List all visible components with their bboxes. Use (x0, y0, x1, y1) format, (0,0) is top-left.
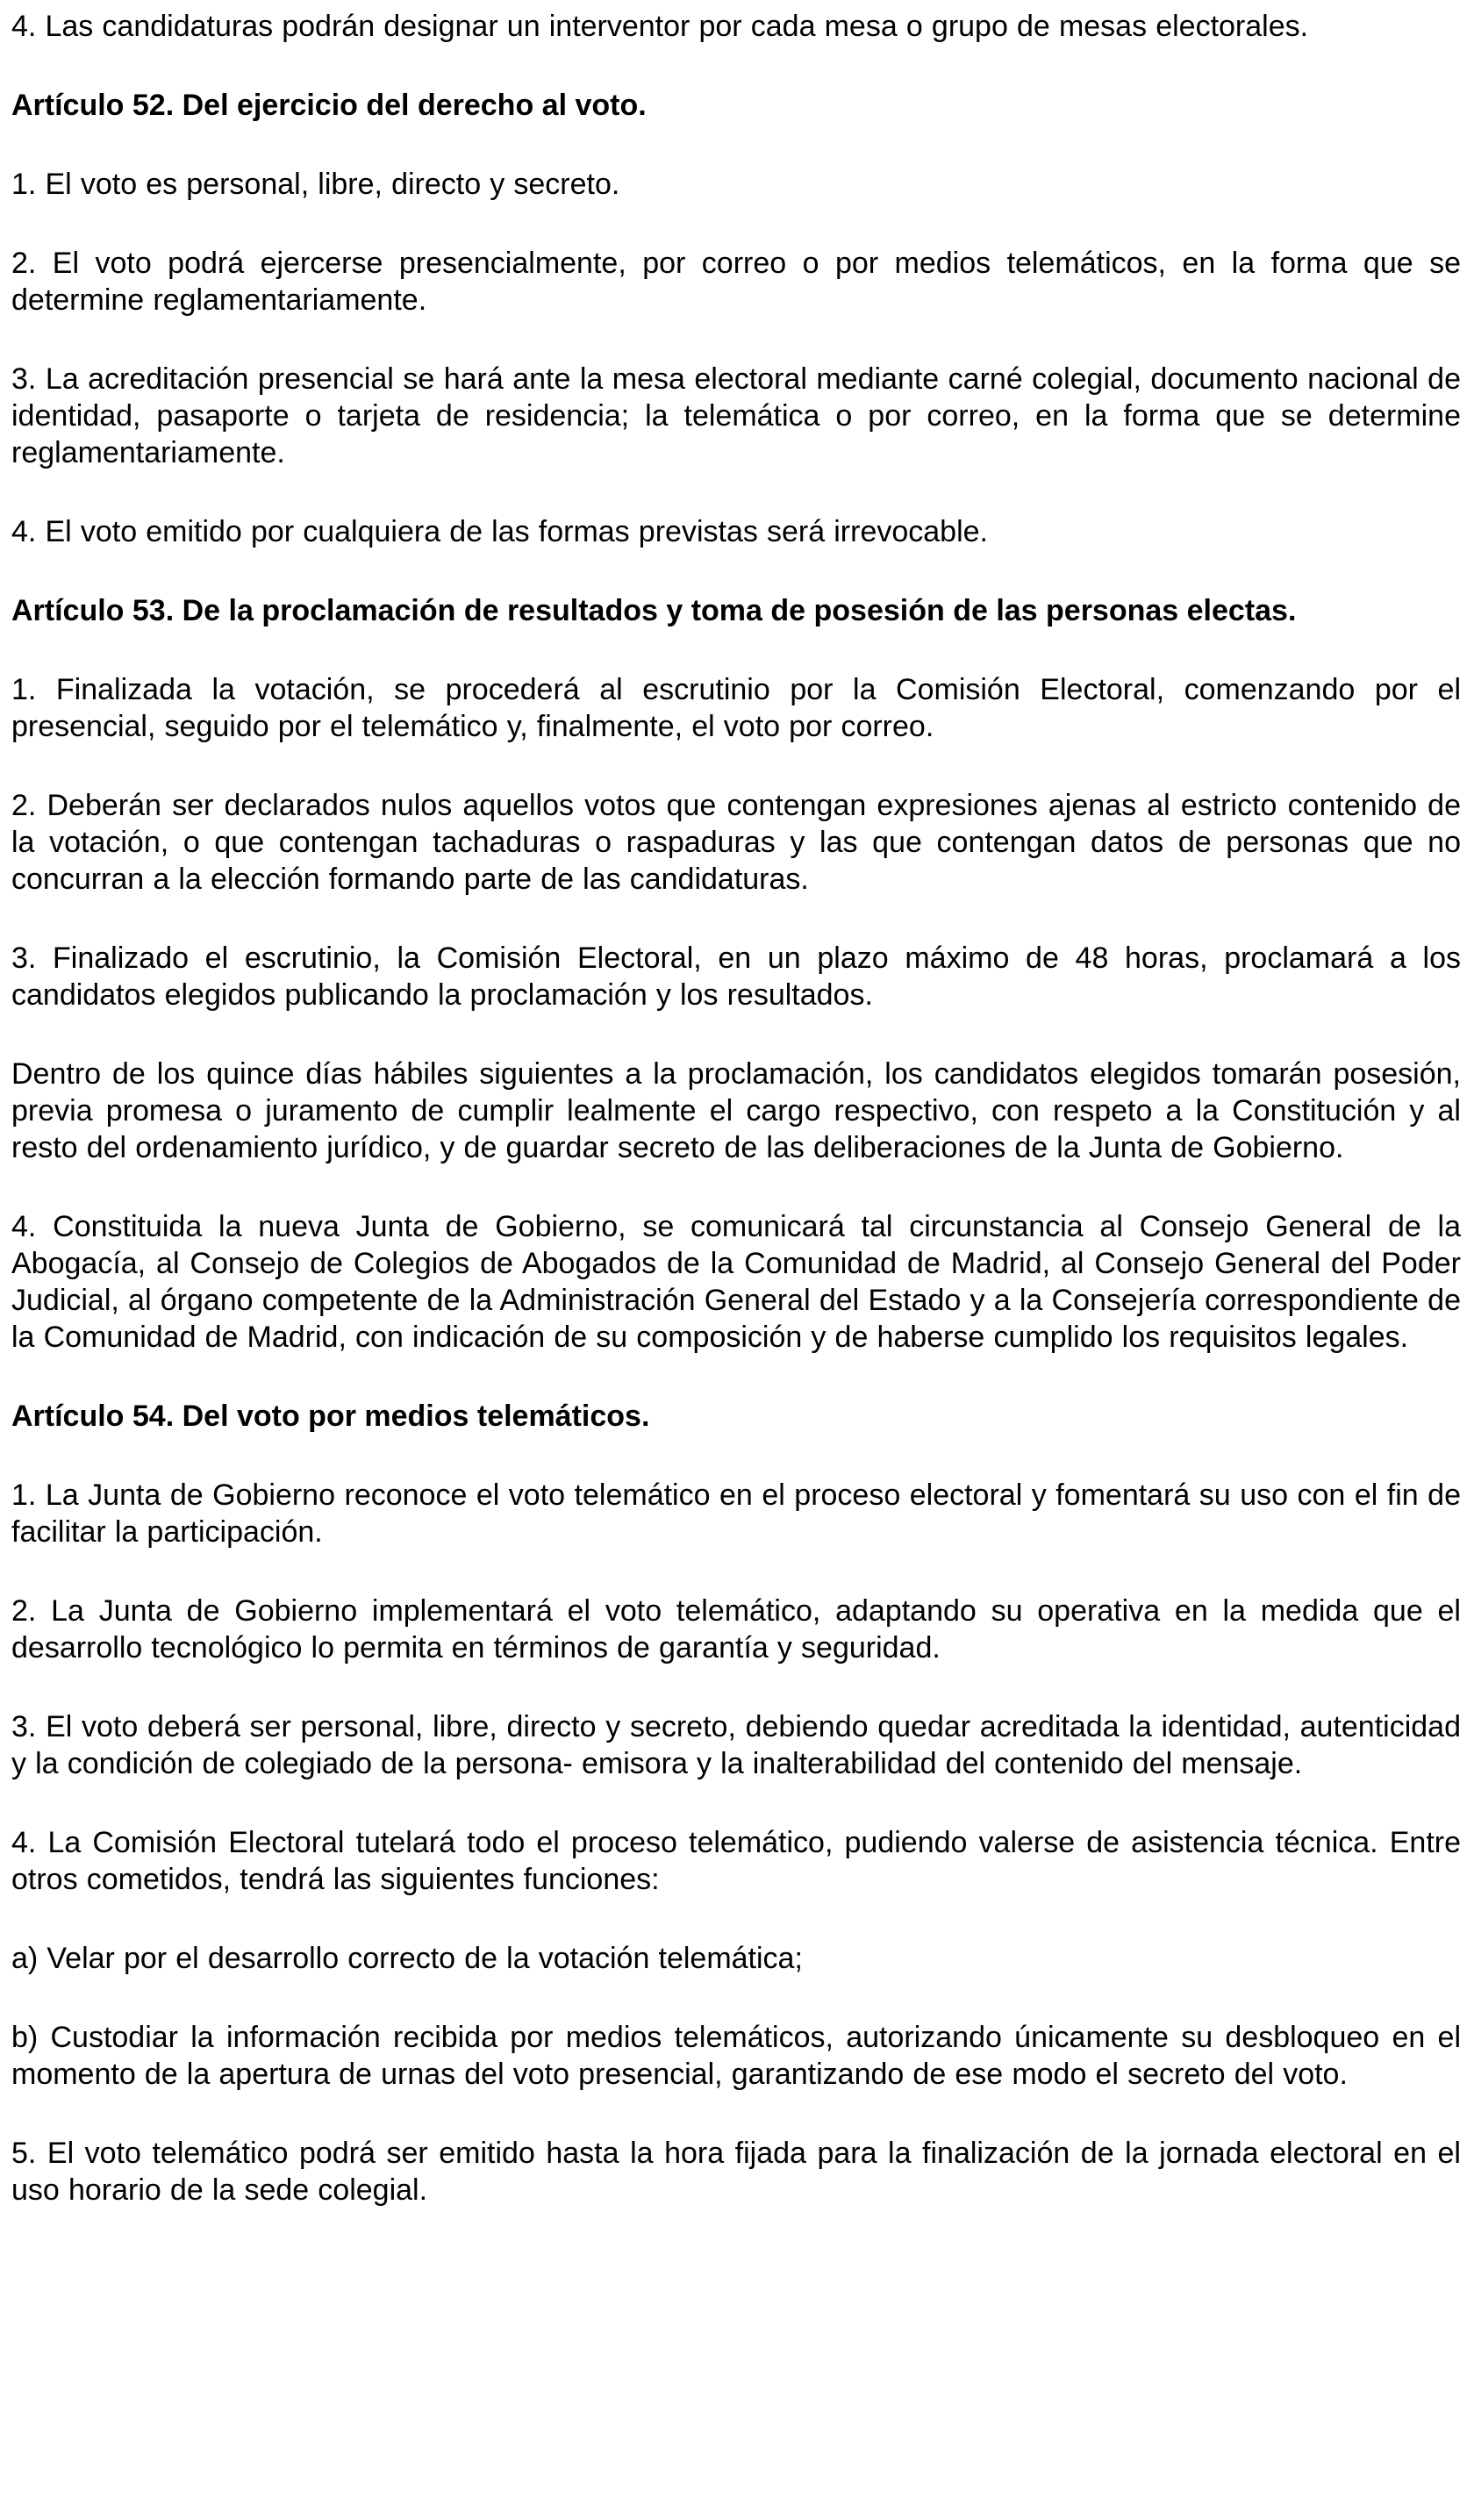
paragraph-art53-1: 1. Finalizada la votación, se procederá al escrutinio por la Comisión Electoral, comenzando por el presencial, seguido por el telemático y, finalmente, el voto por correo. (11, 673, 1461, 743)
paragraph-art52-2: 2. El voto podrá ejercerse presencialmente, por correo o por medios telemáticos, en la forma que se determine reglamentariamente. (11, 247, 1461, 317)
paragraph-art53-2: 2. Deberán ser declarados nulos aquellos votos que contengan expresiones ajenas al estricto contenido de la votación, o que contengan tachaduras o raspaduras y las que contengan datos de personas que no concurran a la elección formando parte de las candidaturas. (11, 789, 1461, 896)
paragraph-art54-1: 1. La Junta de Gobierno reconoce el voto telemático en el proceso electoral y fomentará su uso con el fin de facilitar la participación. (11, 1478, 1461, 1549)
article-53-heading: Artículo 53. De la proclamación de resultados y toma de posesión de las personas electas. (11, 594, 1297, 627)
paragraph-art54-4a: a) Velar por el desarrollo correcto de la votación telemática; (11, 1942, 803, 1975)
paragraph-art52-1: 1. El voto es personal, libre, directo y secreto. (11, 168, 620, 201)
paragraph-art52-3: 3. La acreditación presencial se hará ante la mesa electoral mediante carné colegial, documento nacional de identidad, pasaporte o tarjeta de residencia; la telemática o por correo, en la forma que se determine reglamentariamente. (11, 362, 1461, 469)
paragraph-art52-4: 4. El voto emitido por cualquiera de las formas previstas será irrevocable. (11, 515, 988, 548)
paragraph-candidaturas-interventor: 4. Las candidaturas podrán designar un interventor por cada mesa o grupo de mesas electorales. (11, 10, 1309, 43)
paragraph-art53-toma-posesion: Dentro de los quince días hábiles siguientes a la proclamación, los candidatos elegidos tomarán posesión, previa promesa o juramento de cumplir lealmente el cargo respectivo, con respeto a la Constitución y al resto del ordenamiento jurídico, y de guardar secreto de las deliberaciones de la Junta de Gobierno. (11, 1057, 1461, 1164)
paragraph-art54-5: 5. El voto telemático podrá ser emitido hasta la hora fijada para la finalización de la jornada electoral en el uso horario de la sede colegial. (11, 2137, 1461, 2207)
paragraph-art53-3: 3. Finalizado el escrutinio, la Comisión Electoral, en un plazo máximo de 48 horas, proclamará a los candidatos elegidos publicando la proclamación y los resultados. (11, 941, 1461, 1012)
paragraph-art54-2: 2. La Junta de Gobierno implementará el voto telemático, adaptando su operativa en la medida que el desarrollo tecnológico lo permita en términos de garantía y seguridad. (11, 1594, 1461, 1664)
paragraph-art54-3: 3. El voto deberá ser personal, libre, directo y secreto, debiendo quedar acreditada la identidad, autenticidad y la condición de colegiado de la persona- emisora y la inalterabilidad del contenido del mensaje. (11, 1710, 1461, 1780)
paragraph-art54-4b: b) Custodiar la información recibida por medios telemáticos, autorizando únicamente su desbloqueo en el momento de la apertura de urnas del voto presencial, garantizando de ese modo el secreto del voto. (11, 2021, 1461, 2091)
article-52-heading: Artículo 52. Del ejercicio del derecho al voto. (11, 89, 647, 122)
article-54-heading: Artículo 54. Del voto por medios telemáticos. (11, 1400, 650, 1433)
paragraph-art54-4: 4. La Comisión Electoral tutelará todo el proceso telemático, pudiendo valerse de asistencia técnica. Entre otros cometidos, tendrá las siguientes funciones: (11, 1826, 1461, 1896)
paragraph-art53-4: 4. Constituida la nueva Junta de Gobierno, se comunicará tal circunstancia al Consejo General de la Abogacía, al Consejo de Colegios de Abogados de la Comunidad de Madrid, al Consejo General del Poder Judicial, al órgano competente de la Administración General del Estado y a la Consejería correspondiente de la Comunidad de Madrid, con indicación de su composición y de haberse cumplido los requisitos legales. (11, 1210, 1461, 1354)
